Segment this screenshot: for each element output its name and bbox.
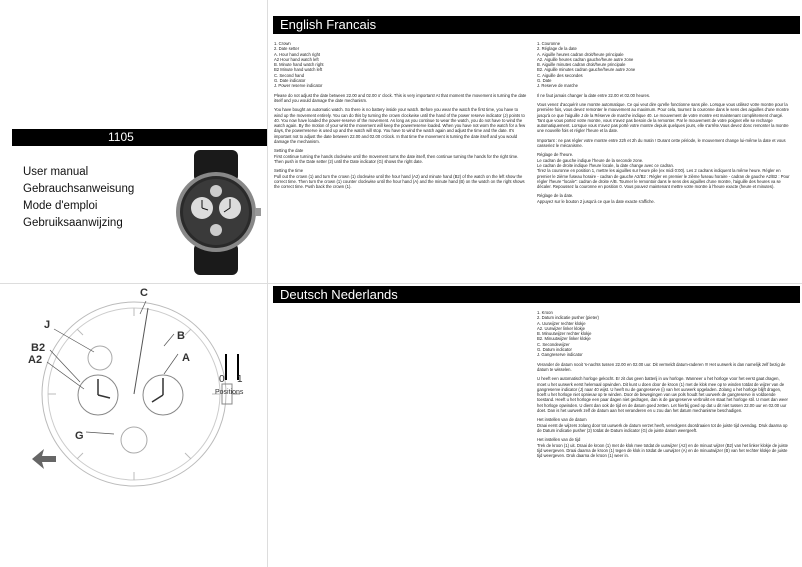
language-band-bottom xyxy=(273,286,800,303)
watch-diagram xyxy=(14,284,270,564)
french-column xyxy=(537,41,790,208)
position-1-label: 1 xyxy=(237,374,243,385)
model-band xyxy=(12,129,267,146)
crown-arrow xyxy=(32,449,56,469)
french-legend: 1. Couronne 2. Réglage de la date A. Aiguille heures cadran droit/heure principale A2. Aiguille heures cadran gauche/heure autre zone B. Aiguille minutes cadran droit/heure principale B2. Aiguille minutes cadran gauche/heure autre zone C. Aiguille des secondes G. Date J. Reserve de marche xyxy=(537,41,636,89)
positions-label: Positions xyxy=(215,389,244,396)
position-0-label: 0 xyxy=(219,374,225,385)
manual-title: Gebruiksaanwijzing xyxy=(23,217,123,229)
dutch-paragraph: Verander de datum nooit 's-nachts tussen 22.00 en 02.00 uur. Dit vermeldt datum-raderen !!! Het uurwerk is dan namelijk zelf bezig de datum te wisselen. xyxy=(537,361,786,372)
english-paragraph: You have bought an automatic watch. So there is no battery inside your watch. Before you wear the watch the first time, you have to wind up the movement entirely. You can do this by turning the crown clockwise until the hand of the power reserve indicator (J) points to 40. You now have loaded the power-reserve of the movement. As long as you continue to wear the watch, you do not have to wind the watch again. By the motion of your wrist the movement will keep the powerreserve loaded. When you have not worn the watch for a few days, the powerreserve is used up and the watch will stop. You have to wind the watch again and adjust the time and the date. It's important not to adjust the date between 22.00 and 02.00 o'clock. In that time the movement is turning the date itself and you would damage the mechanism. xyxy=(274,107,526,145)
callout-a2: A2 xyxy=(28,354,43,366)
watch-photo xyxy=(164,150,268,275)
band-title: Deutsch Nederlands xyxy=(280,287,398,302)
french-paragraph: Réglage de l'heure. Le cadran de gauche indique l'heure de la seconde zone. Le cadran de droite indique l'heure locale, la date change avec ce cadran. Tirez la couronne en position 1, mettre les aiguilles sur heure pile (ex midi 0:00). Les 2 cadrans indiquent la même heure. Régler en premier le 2ième fuseau horaire - cadran de gauche A2/B2 : Régler en premier le 2ième fuseau horaire - cadran de gauche A2/B2 : Pour régler l'heure "locale": cadran de droite A/B. Tourner le remontoir dans le sens des aiguilles d'une montre, l'aiguille des heures va se décaler. Repoussez la couronne en position 0. Vous pouvez maintenant mettre votre montre à l'heure exacte (heure et minutes). xyxy=(537,152,790,190)
language-band-top xyxy=(273,16,800,34)
french-paragraph: Il ne faut jamais changer la date entre 22.00 et 02.00 heures. xyxy=(537,92,651,98)
manual-title-list xyxy=(23,164,134,232)
english-column xyxy=(274,41,527,193)
dutch-paragraph: U heeft een automatisch horloge gekocht. Er zit dus geen batterij in uw horloge. Wanneer u het horloge voor het eerst gaat dragen, moet u het uurwerk eerst helemaal opwinden. Dit kunt u doen door de kroon (1) met de klok mee op te winden totdat de wijzer van de gangreserve indicator (J) naar 40 wijst. U heeft nu de gangreserve (i) van het uurwerk opgeladen. Zolang u het horloge blijft dragen, hoeft u het horloge niet opnieuw op te winden. Door de bewegingen van uw pols houdt het uurwerk de gangreserve in voldoende toestand. Heeft u het horloge een paar dagen niet gedragen, dan is de gangreserve verbruikt en staat het horloge stil. U moet dan weer het horloge opwinden. U dient dan ook de tijd en de datum goed zetten. Let hierbij goed op dat u dit niet tussen 22.00 uur en 02.00 uur doet. Dan is het uurwerk zelf de datum aan het veranderen en u zou dan het datum mechanisme beschadigen. xyxy=(537,376,788,414)
model-number: 1105 xyxy=(108,130,134,144)
callout-a: A xyxy=(182,352,190,364)
band-title: English Francais xyxy=(280,17,377,32)
english-paragraph: Please do not adjust the date between 22.00 and 02.00 o' clock. This is very important! At that moment the movement is turning the date itself and you would damage the date mechanism. xyxy=(274,92,527,103)
manual-title: Gebrauchsanweisung xyxy=(23,183,135,195)
english-legend: 1. Crown 2. Date setter A. Hour hand watch right A2 Hour hand watch left B. Minute hand watch right B2 Minute hand watch left C. Second hand G. Date indicator J. Power reserve indicator xyxy=(274,41,324,89)
dutch-legend: 1. Kroon 2. Datum indicatie pusher (pieter) A. Uurwijzer rechter klokje A2. Uurwijzer linker klokje B. Minuutwijzer rechter klokje B2. Minuutwijzer linker klokje C. Secondewijzer G. Datum indicator J. Gangreserve indicator xyxy=(537,310,599,358)
dutch-column xyxy=(537,310,790,462)
callout-c: C xyxy=(140,287,148,299)
dutch-paragraph: Het instellen van de datum Draai eerst de wijzers zolang door tot uurwerk de datum verzet heeft, vervolgens doordraaien tot de juiste tijd ovendag. Druk daarna op de Datum indicatie pusher (2) totdat de Datum indicator (G) de juiste datum weergeeft. xyxy=(537,417,788,433)
french-paragraph: Réglage de la date. Appuyez sur le bouton 2 jusqu'à ce que la date exacte s'affiche. xyxy=(537,193,655,204)
french-paragraph: Vous venez d'acquérir une montre automatique. Ce qui veut dire qu'elle fonctionne sans pile. Lorsque vous utilisez votre montre pour la première fois, vous devez remonter le mouvement au maximum. Pour cela, tournez la couronne dans le sens des aiguilles d'une montre jusqu'à ce que l'aiguille J de la Réserve de marche indique 40. Le mouvement de votre montre est maintenant complètement chargé. Tant que vous portez votre montre, vous n'avez pas besoin de la remonter. Par le mouvement de votre poignet elle se recharge automatiquement. Lorsque vous n'avez pas porté votre montre depuis quelques jours, elle s'arrête.Vous devez donc remonter la montre une nouvelle fois et régler l'heure et la date. xyxy=(537,101,789,134)
callout-g: G xyxy=(75,430,84,442)
english-paragraph: Setting the time Pull out the crown (1) and turn the crown (1) clockwise until the hour hand (A2) and minute hand (B2) of the watch on the left show the correct time. Then turn the crown (1) counter clockwise until the hour hand (A) and the minute hand (B) on the watch on the right shows the correct time. Push back the crown (1). xyxy=(274,168,525,190)
english-paragraph: Setting the date First continue turning the hands clockwise until the movement turns the date itself, then continue turning the hands for the right time. Then push in the Date setter (2) until the Date indicator (G) shows the right date. xyxy=(274,148,519,164)
manual-title: Mode d'emploi xyxy=(23,200,98,212)
dutch-paragraph: Het instellen van de tijd Trek de kroon (1) uit. Draai de kroon (1) met de klok mee totdat de uurwijzer (A2) en de minuut wijzer (B2) van het linker klokje de juiste tijd weergeven. Draai daarna de kroon (1) tegen de klok in totdat de uurwijzer (A) en de minuutwijzer (B) van het rechter klokje de juiste tijd weergeven. Druk daarna de kroon (1) weer in. xyxy=(537,437,788,459)
french-paragraph: Important : ne pas régler votre montre entre 22h et 2h du matin ! Durant cette période, le mouvement change lui-même la date et vous casseriez le mécanisme. xyxy=(537,137,786,149)
callout-b2: B2 xyxy=(31,342,46,354)
callout-b: B xyxy=(177,330,185,342)
manual-title: User manual xyxy=(23,166,89,178)
callout-j: J xyxy=(44,319,51,331)
